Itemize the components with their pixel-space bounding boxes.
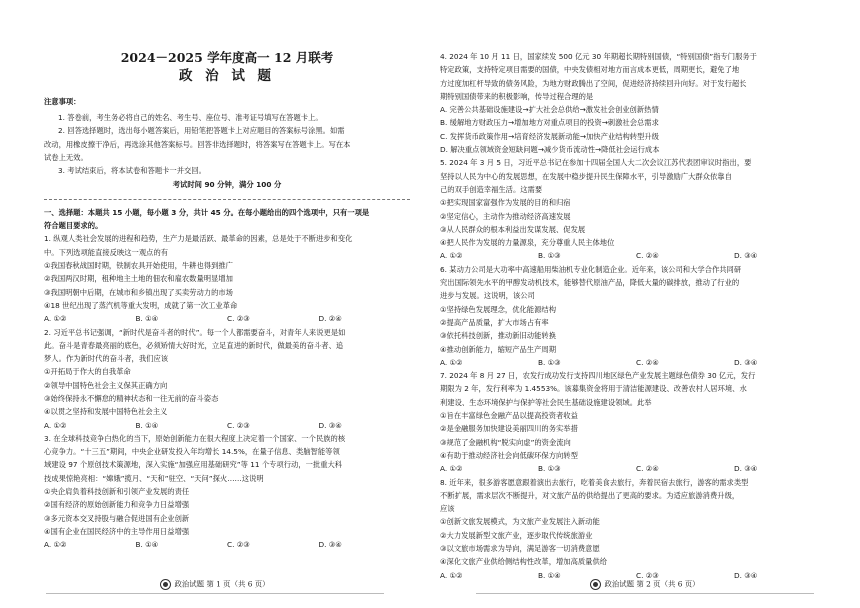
footer-rule [476, 593, 814, 594]
option-c: C. ②④ [636, 251, 659, 261]
option-a: A. ①② [44, 314, 67, 324]
question-line: ②是金融服务加快建设美丽四川的务实举措 [440, 424, 578, 434]
question-line: ③始终保持永不懈怠的精神状态和一往无前的奋斗姿态 [44, 393, 219, 403]
question-line: 6. 某动力公司是大功率中高速船用柴油机专业化制造企业。近年来，该公司和大学合作共同研 [440, 264, 742, 274]
question-line: 心竞争力。“十三五”期间，中央企业研发投入年均增长 14.5%，在量子信息、类脑智能等领 [44, 447, 340, 457]
option-a: A. 完善公共基础设施建设→扩大社会总供给→激发社会创业创新热情 [440, 105, 659, 115]
option-c: C. ②③ [636, 570, 659, 580]
question-line: ②提高产品质量，扩大市场占有率 [440, 317, 549, 327]
question-line: 3. 在全球科技竞争白热化的当下，原始创新能力在很大程度上决定着一个国家、一个民族的核 [44, 433, 346, 443]
page-footer [430, 579, 860, 590]
option-a: A. ①② [440, 251, 463, 261]
option-c: C. 发挥货币政策作用→培育经济发展新动能→加快产业结构转型升级 [440, 131, 659, 141]
notice-line: 试卷上无效。 [44, 152, 88, 162]
answer-options [440, 356, 832, 369]
question-line: ③依托科技创新，推动新旧动能转换 [440, 331, 556, 341]
option-b: B. ①③ [538, 251, 561, 261]
option-b: B. ①④ [538, 570, 561, 580]
notice-line: 3. 考试结束后，将本试卷和答题卡一并交回。 [58, 166, 206, 176]
exam-time: 考试时间 90 分钟，满分 100 分 [172, 180, 282, 190]
question-6 [440, 263, 832, 369]
answer-options [440, 462, 832, 475]
question-line: ④深化文旅产业供给侧结构性改革，增加高质量供给 [440, 557, 608, 567]
question-line: ②我国两汉时期，租种地主土地的佃农和雇农数量明显增加 [44, 274, 233, 284]
option-d: D. ③④ [318, 420, 342, 430]
question-7 [440, 369, 832, 475]
option-a: A. ①② [440, 357, 463, 367]
option-d: D. ③④ [734, 570, 758, 580]
option-d: D. ③④ [734, 464, 758, 474]
notice-line: 改动，用橡皮擦干净后，再选涂其他答案标号。回答非选择题时，将答案写在答题卡上。写在本 [44, 139, 351, 149]
answer-options [44, 419, 410, 432]
question-line: 方过度加杠杆导致的债务风险，为地方财政腾出了空间，促进经济持续回升向好。对于发行超长 [440, 78, 747, 88]
option-a: A. ①② [440, 464, 463, 474]
question-line: 1. 纵观人类社会发展的进程和趋势，生产力是最活跃、最革命的因素，总是处于不断进步和变化 [44, 234, 353, 244]
question-line: ④国有企业在国民经济中的主导作用日益增强 [44, 526, 190, 536]
question-line: ①把实现国家富强作为发展的目的和归宿 [440, 198, 571, 208]
exam-page-2 [430, 0, 860, 608]
option-d: D. ③④ [734, 357, 758, 367]
option-c: C. ②③ [227, 314, 250, 324]
question-line: 7. 2024 年 8 月 27 日，农发行成功发行支持四川地区绿色产业发展主题绿色债券 30 亿元，发行 [440, 371, 756, 381]
option-b: B. ①④ [135, 314, 159, 324]
notice-block [44, 95, 410, 191]
question-line: 应该 [440, 504, 455, 514]
question-line: 期特别国债带来的积极影响，传导过程合理的是 [440, 91, 594, 101]
question-line: 己的双手创造幸福生活。这需要 [440, 184, 543, 194]
question-line: ①央企肩负着科技创新和引领产业发展的责任 [44, 487, 190, 497]
option-b: B. ①④ [135, 540, 159, 550]
question-line: ④有助于推动经济社会向低碳环保方向转型 [440, 450, 578, 460]
question-line: 2. 习近平总书记强调，“新时代是奋斗者的时代”。每一个人都需要奋斗，对青年人来说更是如 [44, 327, 346, 337]
question-line: ①我国春秋战国时期，铁制农具开始使用，牛耕也得到推广 [44, 261, 233, 271]
publisher-logo-icon [590, 579, 601, 590]
option-b: B. ①③ [538, 357, 561, 367]
question-line: 8. 近年来，很多游客愿意跟着演出去旅行，吃着美食去旅行，奔着民宿去旅行，游客的需求类型 [440, 477, 749, 487]
question-line: 此。奋斗是青春最亮丽的底色，必须矫情大好时光，立足直进的新时代，做最美的奋斗者、追 [44, 340, 344, 350]
question-line: ③我国明朝中后期，在城市和乡镇出现了买卖劳动力的市场 [44, 287, 233, 297]
notice-title: 注意事项： [44, 97, 81, 106]
question-line: 期限为 2 年，发行利率为 1.4553%。该募集资金将用于清洁能源建设、改善农村人居环境、水 [440, 384, 747, 394]
option-b: B. ①③ [538, 464, 561, 474]
question-line: ④推动创新能力，缩短产品生产周期 [440, 344, 556, 354]
question-line: ②坚定信心，主动作为推动经济高速发展 [440, 211, 571, 221]
footer-text: 政治试题 第 2 页（共 6 页） [604, 579, 700, 589]
option-c: C. ②③ [227, 420, 250, 430]
question-line: ③多元资本交叉持股与融合促进国有企业创新 [44, 513, 190, 523]
answer-options [44, 312, 410, 325]
question-line: 技成果惊艳亮相：“嫦娥”揽月、“天和”驻空、“天问”探火……这说明 [44, 473, 264, 483]
question-2 [44, 326, 410, 432]
question-line: ①创新文旅发展模式，为文旅产业发展注入新动能 [440, 517, 600, 527]
question-line: 中。下列选项能直接反映这一观点的有 [44, 247, 169, 257]
notice-line: 2. 回答选择题时，选出每小题答案后，用铅笔把答题卡上对应题目的答案标号涂黑。如需 [58, 126, 345, 136]
option-a: A. ①② [44, 540, 67, 550]
question-line: 4. 2024 年 10 月 11 日，国家续发 500 亿元 30 年期超长期特别国债，“特别国债”指专门服务于 [440, 52, 757, 61]
question-line: ④把人民作为发展的力量源泉，充分尊重人民主体地位 [440, 238, 615, 248]
option-d: D. ②④ [318, 314, 342, 324]
question-line: 究出国际领先水平的甲醇发动机技术，能够替代原油产品，降低大量的碳排放，推动了行业的 [440, 278, 740, 288]
question-line: 域建设 97 个原创技术策源地，深入实施“加强应用基础研究”等 11 个专项行动，一批重大科 [44, 460, 343, 470]
section-heading: 一、选择题：本题共 15 小题，每小题 3 分，共计 45 分。在每小题给出的四个选项中，只有一项是 [44, 208, 370, 218]
question-line: ①旨在丰富绿色金融产品以提高投资者收益 [440, 411, 578, 421]
question-line: 利建设、生态环境保护与保护等社会民生基础设施建设领域。此举 [440, 397, 652, 407]
question-3 [44, 432, 410, 552]
option-a: A. ①② [440, 570, 463, 580]
question-8 [440, 476, 832, 582]
question-line: ②领导中国特色社会主义保其正确方向 [44, 380, 168, 390]
question-line: ③以文旅市场需求为导向，满足游客一切消费意愿 [440, 543, 600, 553]
page-footer [0, 579, 430, 590]
option-d: D. 解决重点领域资金短缺问题→减少货币流动性→降低社会运行成本 [440, 145, 660, 155]
exam-subtitle: 政 治 试 题 [178, 67, 276, 84]
question-line: ②国有经济的原始创新能力和竞争力日益增强 [44, 500, 190, 510]
option-d: D. ③④ [734, 251, 758, 261]
option-b: B. ①④ [135, 420, 159, 430]
question-line: 特定政策，支持特定项目需要的国债，中央发债相对地方而言成本更低，周期更长，避免了地 [440, 65, 740, 75]
question-line: ③从人民群众的根本利益出发谋发展、促发展 [440, 224, 586, 234]
question-line: ①开拓局于作大的自我革命 [44, 367, 131, 377]
question-1 [44, 232, 410, 325]
notice-line: 1. 答卷前，考生务必将自己的姓名、考生号、座位号、准考证号填写在答题卡上。 [58, 113, 323, 123]
question-line: 5. 2024 年 3 月 5 日，习近平总书记在参加十四届全国人大二次会议江苏代表团审议时指出，要 [440, 158, 752, 168]
option-b: B. 缓解地方财政压力→增加地方对重点项目的投资→刺激社会总需求 [440, 118, 659, 128]
question-5 [440, 156, 832, 262]
option-a: A. ①② [44, 420, 67, 430]
footer-rule [46, 593, 384, 594]
option-c: C. ②③ [227, 540, 250, 550]
question-line: ④18 世纪出现了蒸汽机等重大发明，成就了第一次工业革命 [44, 300, 238, 310]
question-line: ①坚持绿色发展理念，优化能源结构 [440, 304, 556, 314]
question-line: ④以贯之坚持和发展中国特色社会主义 [44, 407, 168, 417]
option-c: C. ②④ [636, 357, 659, 367]
exam-title: 2024－2025 学年度高一 12 月联考 [120, 50, 334, 65]
question-line: 不断扩展，需求层次不断提升，对文旅产品的供给提出了更高的要求。为适应旅游消费升级， [440, 490, 740, 500]
question-line: 梦人。作为新时代的奋斗者，我们应该 [44, 354, 169, 364]
publisher-logo-icon [160, 579, 171, 590]
answer-options [44, 538, 410, 551]
option-c: C. ②④ [636, 464, 659, 474]
answer-options [440, 249, 832, 262]
question-line: 坚持以人民为中心的发展思想，在发展中稳步提升民生保障水平，引导激励广大群众依靠自 [440, 171, 732, 181]
footer-text: 政治试题 第 1 页（共 6 页） [174, 579, 270, 589]
question-4 [440, 50, 832, 156]
question-line: 进步与发展。这说明，该公司 [440, 291, 535, 301]
question-line: ②大力发展新型文旅产业，逐步取代传统旅游业 [440, 530, 593, 540]
option-d: D. ③④ [318, 540, 342, 550]
question-line: ③规范了金融机构“脱实向虚”的资金流向 [440, 437, 571, 447]
section-heading: 符合题目要求的。 [44, 221, 103, 231]
divider [44, 199, 410, 200]
